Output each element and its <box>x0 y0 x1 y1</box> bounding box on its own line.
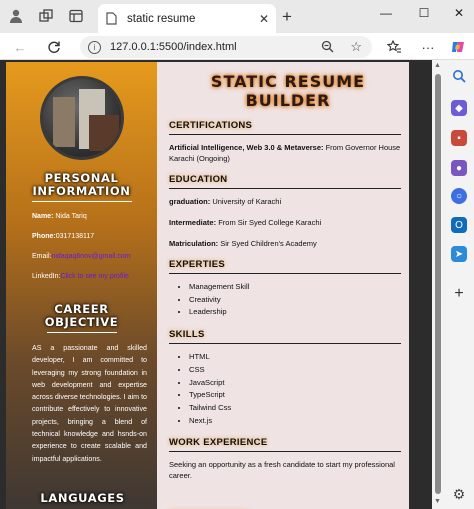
education-item: Intermediate: From Sir Syed College Karachi <box>169 218 322 227</box>
email-link[interactable]: nidaqaq6nov@gmail.com <box>51 253 131 260</box>
career-objective-heading: CAREER OBJECTIVE <box>44 302 119 329</box>
tab-bar <box>0 0 474 33</box>
copilot-icon[interactable] <box>448 37 468 57</box>
favorite-star-icon[interactable]: ☆ <box>350 39 362 54</box>
profile-icon[interactable] <box>6 6 26 26</box>
shopping-tag-icon[interactable]: ◆ <box>451 100 467 116</box>
list-item: • Leadership <box>189 306 401 319</box>
games-icon[interactable]: ● <box>451 160 467 176</box>
zoom-icon[interactable] <box>321 40 334 56</box>
skills-heading: SKILLS <box>169 329 205 341</box>
divider <box>169 273 401 274</box>
back-button[interactable]: ← <box>13 39 27 55</box>
name-line: Name: Nida Tariq <box>32 213 87 220</box>
site-info-icon[interactable]: i <box>88 41 101 54</box>
profile-photo <box>40 76 124 160</box>
address-text: 127.0.0.1:5500/index.html <box>110 41 237 53</box>
telegram-icon[interactable]: ➤ <box>451 246 467 262</box>
linkedin-link[interactable]: Click to see my profile <box>60 273 129 280</box>
work-experience-text: Seeking an opportunity as a fresh candidate to start my professional career. <box>169 460 395 481</box>
personal-info-heading: PERSONAL INFORMATION <box>32 171 131 198</box>
education-item: Matriculation: Sir Syed Children's Academy <box>169 239 317 248</box>
page-scrollbar[interactable] <box>432 60 444 509</box>
new-tab-button[interactable]: + <box>282 7 292 26</box>
tab-static-resume[interactable] <box>98 4 276 33</box>
divider <box>169 134 401 135</box>
minimize-button[interactable]: — <box>380 6 392 20</box>
divider <box>169 451 401 452</box>
list-item: • HTML <box>189 351 401 364</box>
certification-item: Artificial Intelligence, Web 3.0 & Metaverse: From Governor House Karachi (Ongoing) <box>169 143 401 163</box>
list-item: • JavaScript <box>189 377 401 390</box>
list-item: • Creativity <box>189 294 401 307</box>
work-experience-heading: WORK EXPERIENCE <box>169 437 268 449</box>
resume-sidebar <box>6 62 157 509</box>
page-icon <box>106 12 119 25</box>
navigation-bar <box>0 33 474 60</box>
more-menu-icon[interactable]: ··· <box>421 39 435 55</box>
add-sidebar-app-icon[interactable]: + <box>454 285 464 302</box>
settings-gear-icon[interactable]: ⚙ <box>452 485 466 502</box>
tools-briefcase-icon[interactable]: ▪ <box>451 130 467 146</box>
education-heading: EDUCATION <box>169 174 228 185</box>
certifications-heading: CERTIFICATIONS <box>169 120 253 131</box>
workspaces-icon[interactable] <box>36 6 56 26</box>
scroll-up-arrow[interactable]: ▲ <box>434 62 441 69</box>
experties-heading: EXPERTIES <box>169 259 226 270</box>
favorites-icon[interactable] <box>384 37 404 57</box>
email-line: Email:nidaqaq6nov@gmail.com <box>32 253 131 260</box>
list-item: • Next.js <box>189 415 401 428</box>
divider <box>169 188 401 189</box>
career-objective-text: AS a passionate and skilled developer, I am committed to leveraging my strong foundation in web development and expertise across diverse technologies. I aim to contribute effectively to innovative projects, bringing a blend of technical knowledge and hsnds-on experience to create scalable and impactful applications. <box>32 344 147 463</box>
list-item: • CSS <box>189 364 401 377</box>
divider <box>47 332 117 333</box>
close-tab-icon[interactable]: ✕ <box>258 11 269 26</box>
page-viewport <box>0 60 432 509</box>
outlook-icon[interactable]: O <box>451 217 467 233</box>
address-bar[interactable] <box>80 36 372 58</box>
languages-heading: LANGUAGES <box>40 491 125 505</box>
list-item: • Tailwind Css <box>189 402 401 415</box>
phone-line: Phone:0317138117 <box>32 233 95 240</box>
scrollbar-thumb[interactable] <box>435 74 441 494</box>
experties-list <box>169 281 401 319</box>
list-item: • Management Skill <box>189 281 401 294</box>
list-item: • TypeScript <box>189 389 401 402</box>
education-item: graduation: University of Karachi <box>169 197 282 206</box>
scroll-down-arrow[interactable]: ▼ <box>434 498 441 505</box>
search-icon[interactable] <box>451 68 467 84</box>
resume-container <box>6 62 409 509</box>
divider <box>169 343 401 344</box>
linkedin-line: LinkedIn:Click to see my profile <box>32 273 129 280</box>
maximize-button[interactable]: ☐ <box>418 6 430 20</box>
refresh-button[interactable] <box>44 37 64 57</box>
close-window-button[interactable]: ✕ <box>453 6 465 20</box>
tab-actions-icon[interactable] <box>66 6 86 26</box>
tab-title: static resume <box>127 12 196 25</box>
resume-main <box>157 62 409 509</box>
page-title: STATIC RESUME BUILDER <box>210 72 366 110</box>
skills-list <box>169 351 401 427</box>
divider <box>32 201 132 202</box>
edge-sidebar <box>444 60 474 509</box>
microsoft-365-icon[interactable]: ○ <box>451 188 467 204</box>
